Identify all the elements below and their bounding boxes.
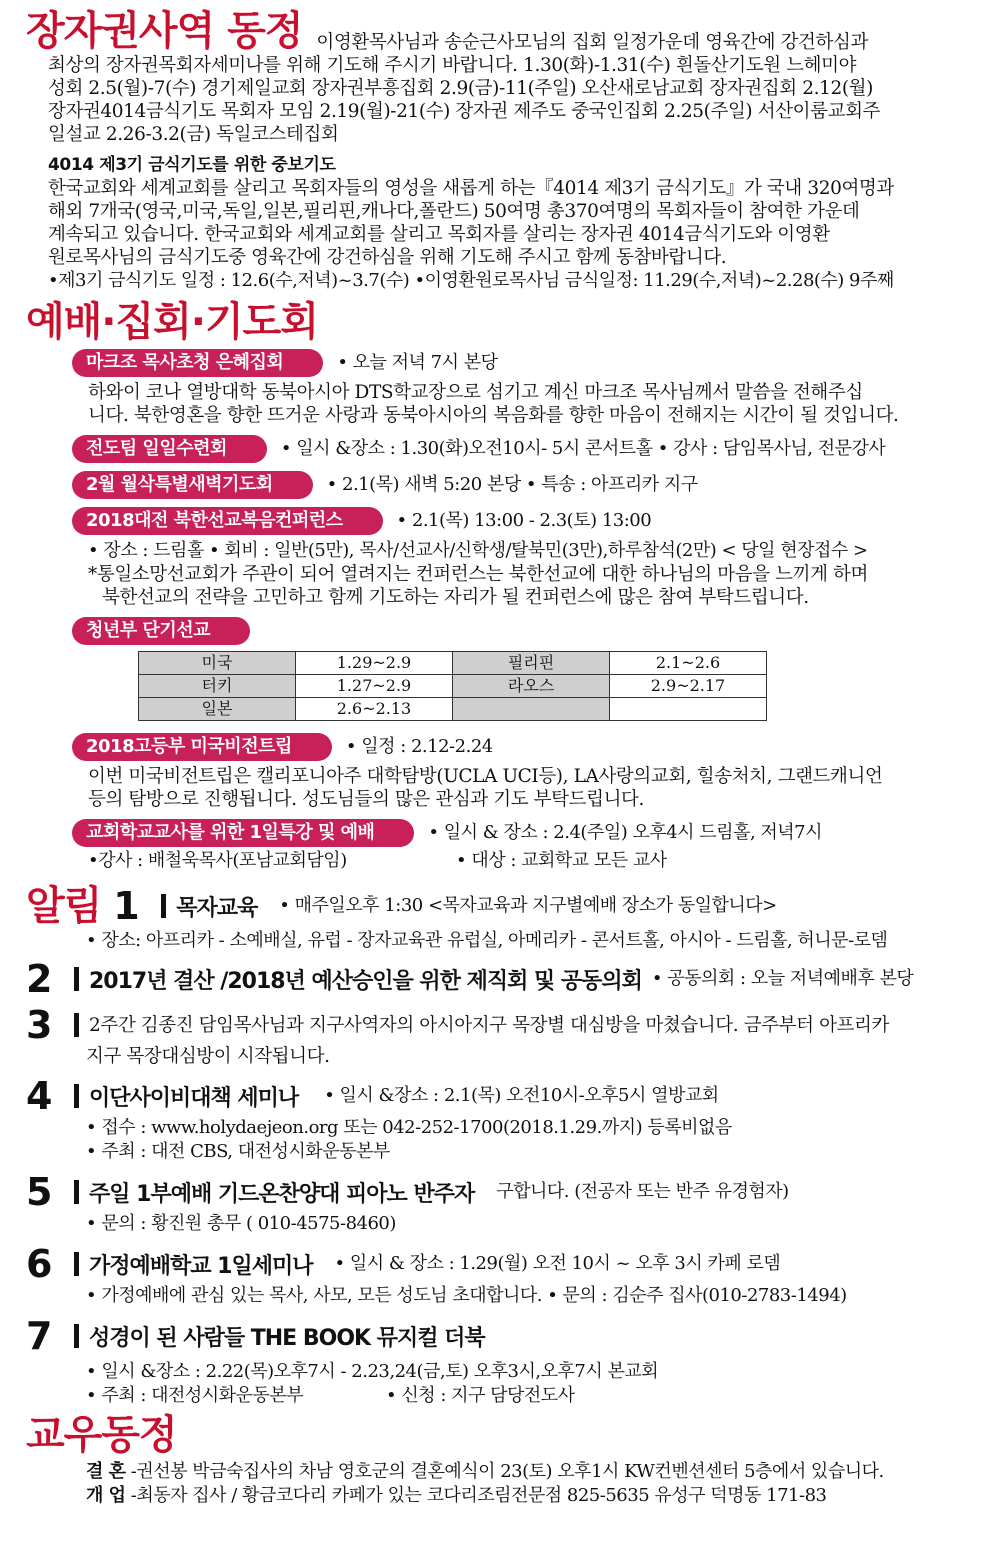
notice-number: 2: [26, 957, 53, 1001]
paragraph-line: 이번 미국비전트립은 캘리포니아주 대학탐방(UCLA UCI등), LA사랑의교회, 힐송처치, 그랜드캐니언: [88, 766, 883, 787]
mission-table: [138, 651, 767, 721]
section-title: 교우동정: [26, 1412, 177, 1458]
notice-number: 1: [113, 884, 140, 928]
notice-title: 이단사이비대책 세미나: [89, 1085, 299, 1111]
paragraph: [26, 54, 992, 146]
subheading: 4014 제3기 금식기도를 위한 중보기도: [48, 155, 336, 175]
paragraph-line: 계속되고 있습니다. 한국교회와 세계교회를 살리고 목회자를 살리는 장자권 4014금식기도와 이영환: [48, 224, 830, 245]
notice-detail: • 주최 : 대전성시화운동본부: [86, 1385, 304, 1406]
notice-title: 목자교육: [176, 895, 258, 921]
paragraph-line: 이영환목사님과 송순근사모님의 집회 일정가운데 영육간에 강건하심과: [316, 32, 868, 53]
notice-section: [26, 883, 992, 1408]
divider-bar: [74, 967, 79, 991]
divider-bar: [74, 1084, 79, 1108]
divider-bar: [74, 1324, 79, 1348]
notice-detail: • 주최 : 대전 CBS, 대전성시화운동본부: [86, 1141, 390, 1162]
worship-section: [26, 299, 992, 873]
news-text: -최동자 집사 / 황금코다리 카페가 있는 코다리조림전문점 825-5635 유성구 덕명동 171-83: [130, 1485, 827, 1506]
divider-bar: [74, 1252, 79, 1276]
event-info: • 2.1(목) 13:00 - 2.3(토) 13:00: [396, 510, 652, 531]
paragraph-line: 원로목사님의 금식기도중 영육간에 강건하심을 위해 기도해 주시고 함께 동참바랍니다.: [48, 247, 727, 268]
member-news-section: [26, 1412, 992, 1508]
paragraph-line: • 장소 : 드림홀 • 회비 : 일반(5만), 목사/선교사/신학생/탈북민(3만),하루참석(2만) < 당일 현장접수 >: [88, 540, 868, 561]
paragraph-line: 북한선교의 전략을 고민하고 함께 기도하는 자리가 될 컨퍼런스에 많은 참여 부탁드립니다.: [102, 587, 809, 608]
event-pill: 청년부 단기선교: [72, 617, 250, 645]
ministry-news-section: [26, 8, 992, 293]
table-cell: 미국: [139, 652, 296, 675]
notice-number: 7: [26, 1314, 53, 1358]
event-pill: 2018고등부 미국비전트립: [72, 733, 332, 761]
notice-detail: 지구 목장대심방이 시작됩니다.: [86, 1046, 330, 1067]
event-pill: 2월 월삭특별새벽기도회: [72, 471, 313, 499]
table-cell: 터키: [139, 675, 296, 698]
event-pill: 교회학교교사를 위한 1일특강 및 예배: [72, 819, 414, 847]
paragraph-line: 해외 7개국(영국,미국,독일,일본,필리핀,캐나다,폴란드) 50여명 총370여명의 목회자들이 참여한 가운데: [48, 201, 860, 222]
paragraph-line: 니다. 북한영혼을 향한 뜨거운 사랑과 동북아시아의 복음화를 향한 마음이 전해지는 시간이 될 것입니다.: [88, 405, 899, 426]
table-cell: 1.27~2.9: [296, 675, 453, 698]
notice-info: 구합니다. (전공자 또는 반주 유경험자): [496, 1181, 789, 1202]
notice-detail: • 신청 : 지구 담당전도사: [386, 1385, 575, 1406]
table-row: [139, 652, 767, 675]
event-info: • 일시 & 장소 : 2.4(주일) 오후4시 드림홀, 저녁7시: [428, 822, 823, 843]
section-title: 예배·집회·기도회: [26, 299, 318, 345]
table-cell: [453, 698, 610, 721]
event-pill: 전도팀 일일수련회: [72, 435, 267, 463]
notice-detail: • 접수 : www.holydaejeon.org 또는 042-252-1700(2018.1.29.까지) 등록비없음: [86, 1117, 732, 1138]
member-news-row: [86, 1460, 992, 1484]
notice-text: 2주간 김종진 담임목사님과 지구사역자의 아시아지구 목장별 대심방을 마쳤습니다. 금주부터 아프리카: [89, 1014, 889, 1036]
notice-number: 5: [26, 1170, 53, 1214]
table-cell: 일본: [139, 698, 296, 721]
notice-detail: • 가정예배에 관심 있는 목사, 사모, 모든 성도님 초대합니다. • 문의 : 김순주 집사(010-2783-1494): [86, 1285, 847, 1306]
event-info: • 오늘 저녁 7시 본당: [337, 352, 498, 373]
divider-bar: [161, 894, 166, 918]
paragraph-line: 최상의 장자권목회자세미나를 위해 기도해 주시기 바랍니다. 1.30(화)-1.31(수) 흰돌산기도원 느헤미야: [48, 55, 857, 76]
notice-info: • 매주일오후 1:30 <목자교육과 지구별예배 장소가 동일합니다>: [279, 895, 777, 916]
fasting-schedule: •제3기 금식기도 일정 : 12.6(수,저녁)~3.7(수) •이영환원로목사님 금식일정: 11.29(수,저녁)~2.28(수) 9주째: [48, 270, 894, 291]
table-row: [139, 698, 767, 721]
news-label: 결 혼: [86, 1461, 126, 1482]
notice-detail: • 문의 : 황진원 총무 ( 010-4575-8460): [86, 1213, 396, 1234]
table-cell: 필리핀: [453, 652, 610, 675]
event-pill: 마크조 목사초청 은혜집회: [72, 349, 323, 377]
event-detail: • 대상 : 교회학교 모든 교사: [456, 850, 667, 871]
notice-title: 가정예배학교 1일세미나: [89, 1253, 313, 1279]
notice-number: 3: [26, 1003, 53, 1047]
paragraph-line: 일설교 2.26-3.2(금) 독일코스테집회: [48, 124, 339, 145]
paragraph-line: 하와이 코나 열방대학 동북아시아 DTS학교장으로 섬기고 계신 마크조 목사님께서 말씀을 전해주십: [88, 382, 863, 403]
notice-info: • 공동의회 : 오늘 저녁예배후 본당: [651, 968, 914, 989]
notice-info: • 일시 &장소 : 2.1(목) 오전10시-오후5시 열방교회: [324, 1085, 719, 1106]
notice-info: • 일시 & 장소 : 1.29(월) 오전 10시 ~ 오후 3시 카페 로뎀: [334, 1253, 781, 1274]
table-cell: 라오스: [453, 675, 610, 698]
notice-number: 6: [26, 1242, 53, 1286]
table-cell: [610, 698, 767, 721]
news-text: -권선봉 박금숙집사의 차남 영호군의 결혼예식이 23(토) 오후1시 KW컨벤션센터 5층에서 있습니다.: [130, 1461, 884, 1482]
paragraph-line: *통일소망선교회가 주관이 되어 열려지는 컨퍼런스는 북한선교에 대한 하나님의 마음을 느끼게 하며: [88, 564, 868, 585]
notice-number: 4: [26, 1074, 53, 1118]
event-detail: •강사 : 배철욱목사(포남교회담임): [88, 850, 347, 871]
notice-title: 2017년 결산 /2018년 예산승인을 위한 제직회 및 공동의회: [89, 968, 642, 994]
table-cell: 1.29~2.9: [296, 652, 453, 675]
notice-detail: • 장소: 아프리카 - 소예배실, 유럽 - 장자교육관 유럽실, 아메리카 - 콘서트홀, 아시아 - 드림홀, 허니문-로뎀: [86, 930, 888, 951]
event-info: • 2.1(목) 새벽 5:20 본당 • 특송 : 아프리카 지구: [326, 474, 698, 495]
news-label: 개 업: [86, 1485, 126, 1506]
member-news-row: [86, 1484, 992, 1508]
table-cell: 2.6~2.13: [296, 698, 453, 721]
table-row: [139, 675, 767, 698]
notice-title: 성경이 된 사람들 THE BOOK 뮤지컬 더북: [89, 1325, 485, 1351]
paragraph-line: 한국교회와 세계교회를 살리고 목회자들의 영성을 새롭게 하는『4014 제3기 금식기도』가 국내 320여명과: [48, 178, 894, 199]
table-cell: 2.9~2.17: [610, 675, 767, 698]
table-cell: 2.1~2.6: [610, 652, 767, 675]
event-info: • 일시 &장소 : 1.30(화)오전10시- 5시 콘서트홀 • 강사 : 담임목사님, 전문강사: [280, 438, 886, 459]
divider-bar: [74, 1013, 79, 1037]
paragraph-line: 장자권4014금식기도 목회자 모임 2.19(월)-21(수) 장자권 제주도 중국인집회 2.25(주일) 서산이룸교회주: [48, 101, 881, 122]
notice-detail: • 일시 &장소 : 2.22(목)오후7시 - 2.23,24(금,토) 오후3시,오후7시 본교회: [86, 1361, 659, 1382]
event-pill: 2018대전 북한선교복음컨퍼런스: [72, 507, 383, 535]
paragraph-line: 성회 2.5(월)-7(수) 경기제일교회 장자권부흥집회 2.9(금)-11(주일) 오산새로남교회 장자권집회 2.12(월): [48, 78, 873, 99]
section-title: 알림: [26, 883, 102, 929]
divider-bar: [74, 1180, 79, 1204]
event-info: • 일정 : 2.12-2.24: [345, 736, 493, 757]
section-title: 장자권사역 동정: [26, 8, 303, 54]
notice-title: 주일 1부예배 기드온찬양대 피아노 반주자: [89, 1181, 475, 1207]
paragraph-line: 등의 탐방으로 진행됩니다. 성도님들의 많은 관심과 기도 부탁드립니다.: [88, 789, 644, 810]
